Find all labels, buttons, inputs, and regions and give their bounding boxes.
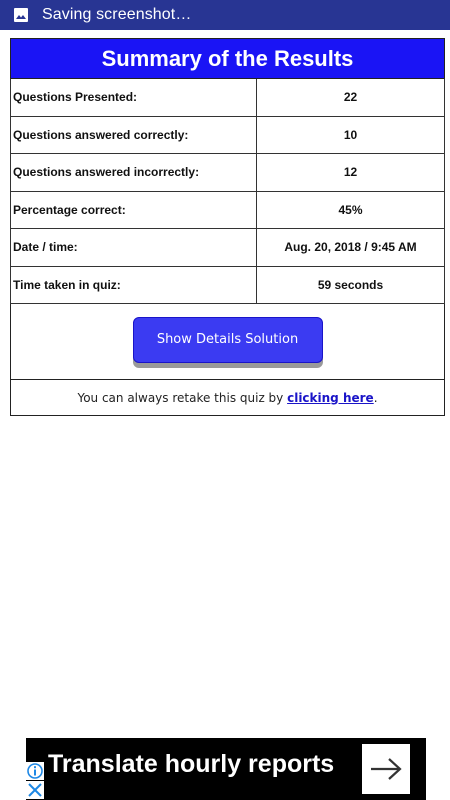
status-text: Saving screenshot… bbox=[42, 6, 192, 23]
status-bar bbox=[0, 0, 450, 30]
row-label: Percentage correct: bbox=[11, 191, 257, 229]
button-cell bbox=[11, 304, 445, 380]
row-label: Date / time: bbox=[11, 229, 257, 267]
row-value: 59 seconds bbox=[257, 266, 445, 304]
row-label: Questions Presented: bbox=[11, 79, 257, 117]
table-row bbox=[11, 116, 445, 154]
retake-text: You can always retake this quiz by bbox=[77, 390, 288, 405]
ad-banner[interactable] bbox=[26, 738, 426, 800]
image-icon bbox=[14, 8, 28, 22]
table-row bbox=[11, 266, 445, 304]
table-row bbox=[11, 79, 445, 117]
row-label: Questions answered correctly: bbox=[11, 116, 257, 154]
ad-text[interactable]: Translate hourly reports bbox=[48, 750, 335, 778]
table-row bbox=[11, 191, 445, 229]
retake-row bbox=[11, 380, 445, 416]
row-label: Questions answered incorrectly: bbox=[11, 154, 257, 192]
row-value: 45% bbox=[257, 191, 445, 229]
results-table bbox=[10, 38, 445, 416]
row-value: 10 bbox=[257, 116, 445, 154]
table-row bbox=[11, 154, 445, 192]
retake-link[interactable]: clicking here bbox=[287, 390, 374, 405]
row-value: 12 bbox=[257, 154, 445, 192]
retake-suffix: . bbox=[373, 390, 378, 405]
retake-cell bbox=[11, 380, 445, 416]
row-value: Aug. 20, 2018 / 9:45 AM bbox=[257, 229, 445, 267]
row-value: 22 bbox=[257, 79, 445, 117]
button-row bbox=[11, 304, 445, 380]
row-label: Time taken in quiz: bbox=[11, 266, 257, 304]
arrow-right-icon[interactable] bbox=[362, 744, 410, 794]
table-row bbox=[11, 229, 445, 267]
results-title: Summary of the Results bbox=[11, 39, 445, 79]
info-icon[interactable] bbox=[26, 762, 44, 780]
close-icon[interactable] bbox=[26, 781, 44, 799]
show-details-solution-button[interactable]: Show Details Solution bbox=[133, 317, 323, 363]
